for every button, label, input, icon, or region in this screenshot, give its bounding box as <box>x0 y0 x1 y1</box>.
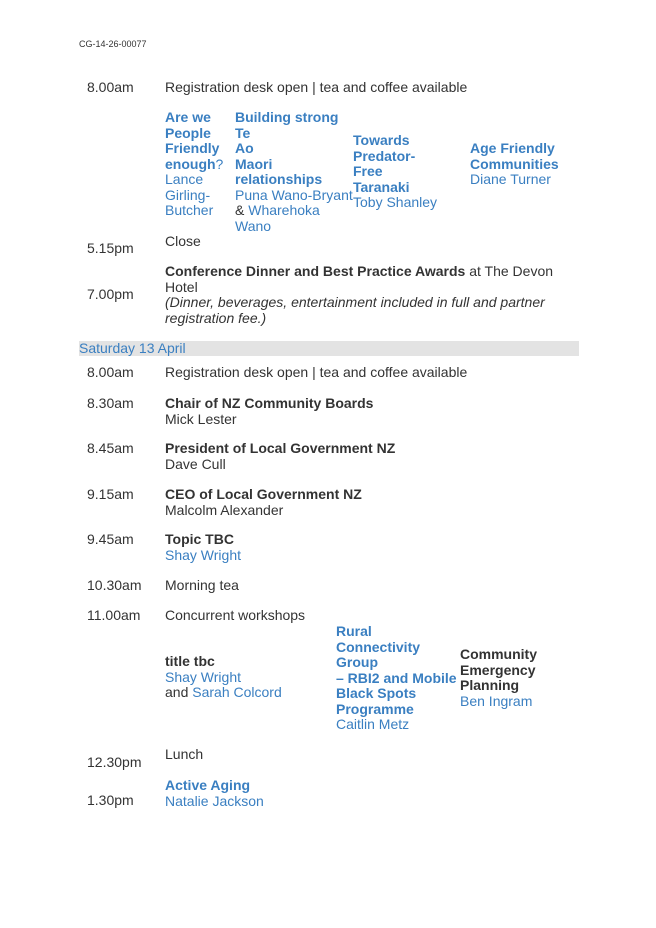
speaker-line: Caitlin Metz <box>336 716 410 732</box>
close-text: Close <box>165 233 201 249</box>
registration-text: Registration desk open | tea and coffee available <box>165 364 468 380</box>
speaker-line: Toby Shanley <box>353 194 438 210</box>
workshop-title-line: Programme <box>336 700 414 717</box>
session-title: President of Local Government NZ <box>165 440 396 456</box>
time-label: 5.15pm <box>87 240 134 256</box>
session-speaker: Dave Cull <box>165 455 226 472</box>
dinner-title: Conference Dinner and Best Practice Awards <box>165 263 466 279</box>
workshop-title-line: Taranaki <box>353 178 410 195</box>
workshop-age-friendly <box>470 141 580 188</box>
workshop-title-line: People <box>165 124 211 141</box>
ampersand: & <box>235 202 249 218</box>
workshop-rural-connectivity <box>336 624 461 733</box>
speaker-line: Lance <box>165 171 204 187</box>
workshop-title-line: Age Friendly <box>470 140 555 156</box>
time-label: 10.30am <box>87 577 142 593</box>
dinner-item <box>165 264 585 326</box>
time-label: 8.30am <box>87 395 134 411</box>
session-speaker: Malcolm Alexander <box>165 501 284 518</box>
workshop-title-line: Building strong Te <box>235 109 339 141</box>
day-header <box>79 341 579 356</box>
concurrent-workshops-text: Concurrent workshops <box>165 607 306 623</box>
session-title: Active Aging <box>165 777 251 793</box>
workshop-title-line: Black Spots <box>336 685 417 701</box>
speaker-line: Butcher <box>165 202 214 218</box>
speaker-line: Wano <box>235 217 272 234</box>
time-label: 11.00am <box>87 607 141 623</box>
workshop-title-line: Are we <box>165 109 211 125</box>
time-label: 8.00am <box>87 79 134 95</box>
time-label: 9.15am <box>87 486 134 502</box>
time-label: 9.45am <box>87 531 134 547</box>
speaker-line: Ben Ingram <box>460 692 533 709</box>
workshop-title-tbc <box>165 654 335 701</box>
workshop-title-line: Ao <box>235 140 254 156</box>
workshop-title-line: Emergency <box>460 661 536 678</box>
and-text: and <box>165 684 193 700</box>
time-label: 12.30pm <box>87 754 142 770</box>
workshop-title-line: enough <box>165 155 216 172</box>
workshop-title-line: Rural <box>336 623 372 639</box>
session-item <box>165 441 395 472</box>
workshop-title-line: Connectivity <box>336 638 421 655</box>
dinner-note: registration fee.) <box>165 309 267 326</box>
workshop-people-friendly <box>165 110 235 219</box>
day-label: Saturday 13 April <box>79 340 186 356</box>
workshop-title-line: Planning <box>460 677 520 693</box>
speaker-line: Diane Turner <box>470 171 551 187</box>
speaker-line: Sarah Colcord <box>192 684 282 700</box>
lunch-text: Lunch <box>165 746 204 762</box>
session-item <box>165 778 264 809</box>
time-label: 1.30pm <box>87 792 134 808</box>
dinner-venue: at The Devon Hotel <box>165 263 554 295</box>
speaker-line: Puna Wano-Bryant <box>235 186 353 203</box>
workshop-emergency-planning <box>460 647 570 709</box>
workshop-title-line: Group <box>336 654 378 670</box>
workshop-title-line: Maori <box>235 155 273 172</box>
session-item <box>165 396 373 427</box>
workshop-title-line: Community <box>460 646 537 662</box>
workshop-title-line: Free <box>353 163 383 179</box>
session-item <box>165 487 362 518</box>
workshop-title: title tbc <box>165 653 215 669</box>
registration-text: Registration desk open | tea and coffee available <box>165 79 468 95</box>
speaker-line: Wharehoka <box>248 202 320 218</box>
time-label: 8.45am <box>87 440 134 456</box>
dinner-note: (Dinner, beverages, entertainment included in full and partner <box>165 294 545 310</box>
session-title: CEO of Local Government NZ <box>165 486 362 502</box>
session-title: Topic TBC <box>165 531 234 547</box>
time-label: 8.00am <box>87 364 134 380</box>
session-item <box>165 532 241 563</box>
speaker-line: Girling- <box>165 186 211 203</box>
workshop-title-line: Friendly <box>165 140 220 156</box>
session-title: Chair of NZ Community Boards <box>165 395 374 411</box>
workshop-title-line: Towards Predator- <box>353 132 416 164</box>
time-label: 7.00pm <box>87 286 134 302</box>
session-speaker: Mick Lester <box>165 410 237 427</box>
title-suffix: ? <box>215 155 224 172</box>
speaker-line: Shay Wright <box>165 668 241 685</box>
workshop-te-ao-maori <box>235 110 355 234</box>
session-speaker: Natalie Jackson <box>165 792 264 809</box>
workshop-title-line: – RBI2 and Mobile <box>336 669 457 686</box>
workshop-title-line: relationships <box>235 171 323 187</box>
document-id: CG-14-26-00077 <box>79 39 147 49</box>
session-speaker: Shay Wright <box>165 546 241 563</box>
morning-tea-text: Morning tea <box>165 577 239 593</box>
workshop-predator-free <box>353 133 473 211</box>
workshop-title-line: Communities <box>470 155 559 172</box>
